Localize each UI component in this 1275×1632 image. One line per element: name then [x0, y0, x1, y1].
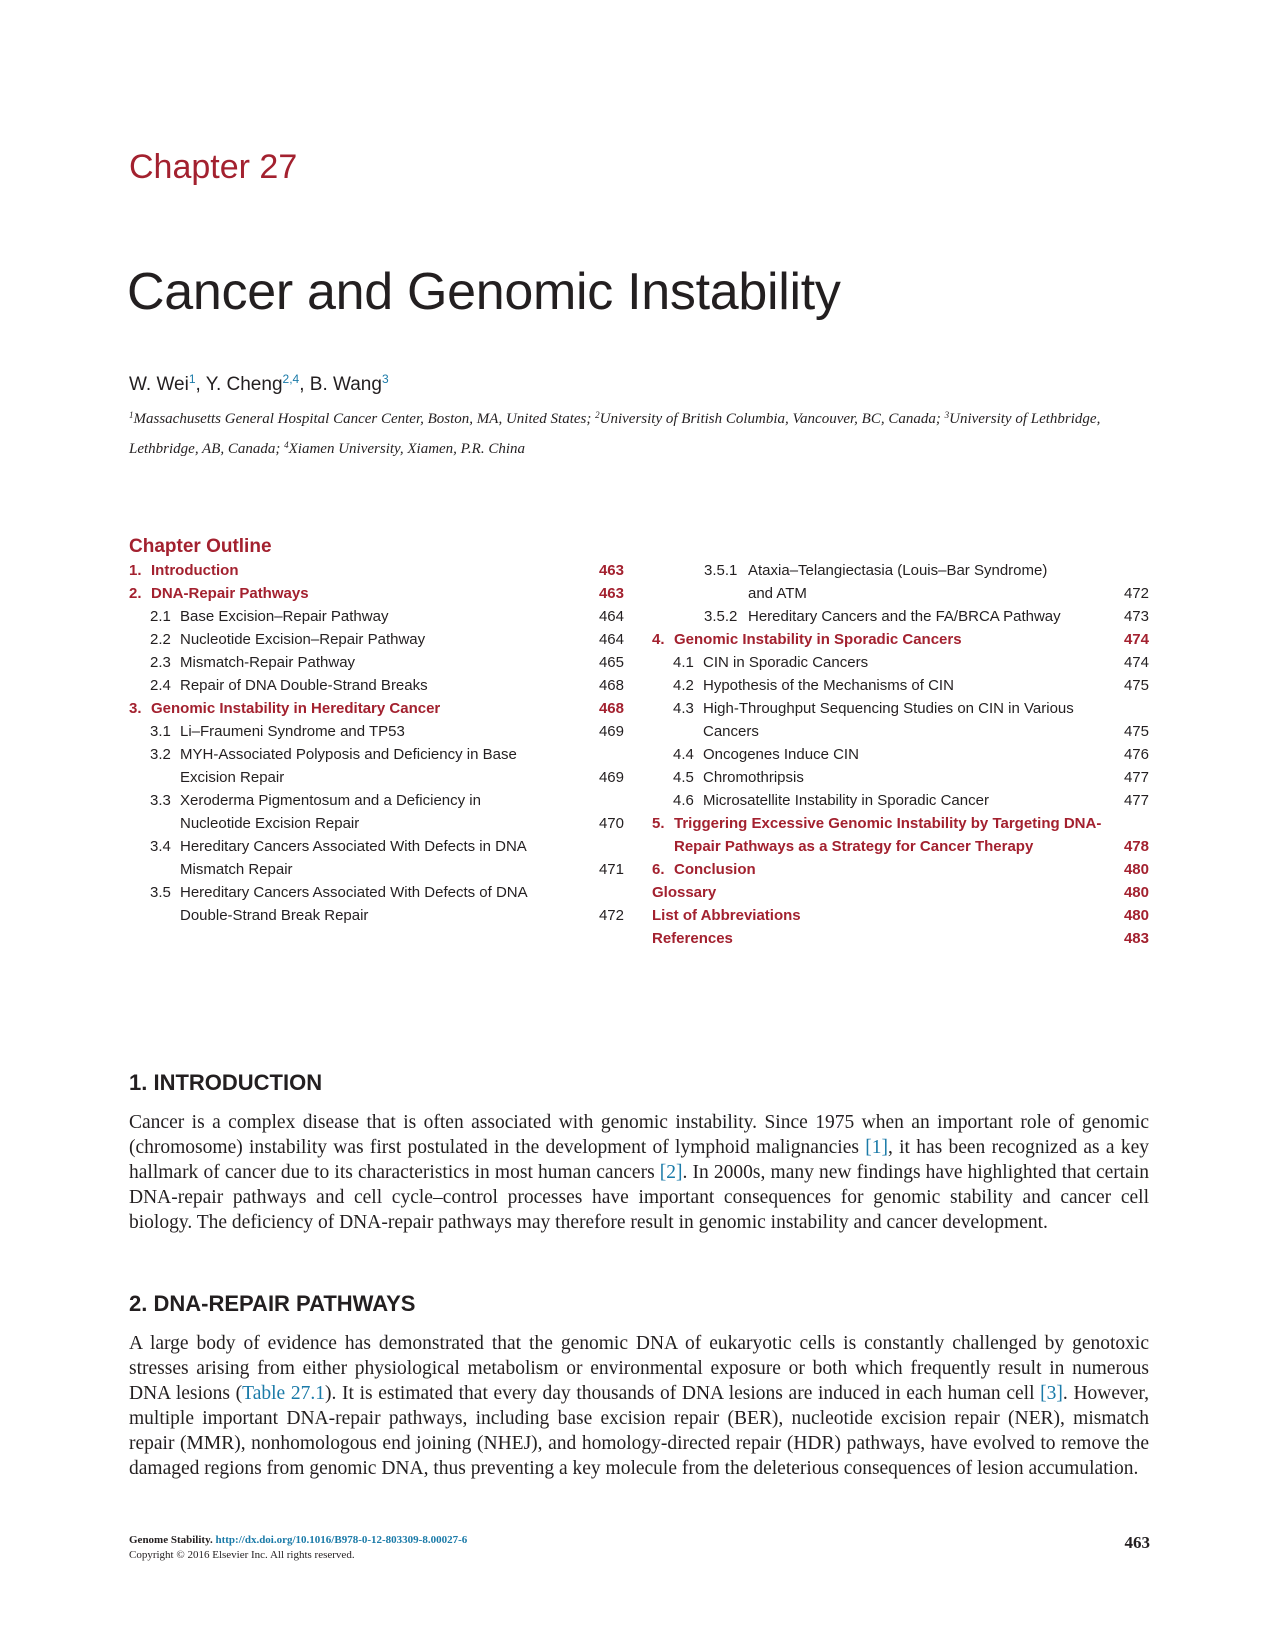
- toc-entry-number: 3.5: [150, 884, 171, 901]
- toc-entry-number: 3.1: [150, 723, 171, 740]
- toc-entry-number: 2.4: [150, 677, 171, 694]
- toc-entry[interactable]: [129, 605, 624, 628]
- toc-entry-page: 468: [598, 677, 624, 694]
- author-affil-sup[interactable]: 3: [381, 372, 389, 386]
- toc-entry-page: 464: [598, 608, 624, 625]
- toc-entry-number: 4.3: [673, 700, 694, 717]
- toc-entry-label: Hereditary Cancers Associated With Defects in DNA: [180, 838, 527, 855]
- author-affil-sup[interactable]: 2,4: [282, 372, 300, 386]
- paragraph-text: A large body of evidence has demonstrated that the genomic DNA of eukaryotic cells is constantly challenged by genotoxic stresses arising from either physiological metabolism or environmental exposure or both which frequently result in numerous DNA lesions (: [129, 1333, 1149, 1404]
- toc-entry[interactable]: [129, 559, 624, 582]
- chapter-outline-title: Chapter Outline: [129, 536, 272, 557]
- toc-entry-label: Oncogenes Induce CIN: [703, 746, 859, 763]
- toc-entry-label: Chromothripsis: [703, 769, 804, 786]
- toc-entry[interactable]: [652, 697, 1149, 720]
- paragraph-text: . However, multiple important DNA-repair pathways, including base excision repair (BER), nucleotide excision repair (NER), mismatch repair (MMR), nonhomologous end joining (NHEJ), and homology-directed repair (HDR) pathways, have evolved to remove the damaged regions from genomic DNA, thus preventing a key molecule from the deleterious consequences of lesion accumulation.: [129, 1383, 1150, 1479]
- affiliation: Massachusetts General Hospital Cancer Center, Boston, MA, United States;: [133, 411, 596, 427]
- author-name: B. Wang: [309, 374, 382, 395]
- introduction-paragraph: [129, 1110, 1149, 1235]
- toc-entry-page: 469: [598, 723, 624, 740]
- toc-entry-label-cont: Nucleotide Excision Repair: [180, 815, 360, 832]
- toc-entry-number: 3.2: [150, 746, 171, 763]
- toc-entry[interactable]: [129, 720, 624, 743]
- toc-entry[interactable]: [129, 743, 624, 766]
- toc-entry-label: High-Throughput Sequencing Studies on CIN in Various: [703, 700, 1074, 717]
- toc-entry-page: 480: [1123, 861, 1149, 878]
- toc-entry-page: 476: [1123, 746, 1149, 763]
- toc-entry-label: Mismatch-Repair Pathway: [180, 654, 356, 671]
- toc-entry[interactable]: [652, 904, 1149, 927]
- toc-entry[interactable]: [129, 789, 624, 812]
- footer-book-title: Genome Stability.: [129, 1534, 213, 1546]
- affiliation: University of British Columbia, Vancouver, BC, Canada;: [599, 411, 945, 427]
- affil-sup: 4: [284, 440, 289, 450]
- toc-entry-number: 4.6: [673, 792, 694, 809]
- toc-entry-continuation[interactable]: [129, 858, 624, 881]
- paragraph-text: , it has been recognized as a key hallmark of cancer due to its characteristics in most human cancers: [129, 1137, 1149, 1183]
- toc-entry-number: 2.: [129, 585, 142, 602]
- toc-entry-number: 1.: [129, 562, 142, 579]
- author-name: Y. Cheng: [205, 374, 283, 395]
- toc-entry[interactable]: [129, 835, 624, 858]
- author-name: W. Wei: [129, 374, 189, 395]
- toc-entry-label: List of Abbreviations: [652, 907, 801, 924]
- toc-entry-continuation[interactable]: [129, 812, 624, 835]
- toc-entry[interactable]: [129, 582, 624, 605]
- toc-entry-number: 4.2: [673, 677, 694, 694]
- toc-entry[interactable]: [129, 881, 624, 904]
- toc-entry-number: 3.: [129, 700, 142, 717]
- toc-entry[interactable]: [129, 628, 624, 651]
- footer-citation: [129, 1533, 467, 1563]
- toc-entry[interactable]: [652, 674, 1149, 697]
- toc-entry-label: MYH-Associated Polyposis and Deficiency in Base: [180, 746, 517, 763]
- toc-entry-label: Triggering Excessive Genomic Instability by Targeting DNA-: [674, 815, 1102, 832]
- toc-entry-page: 480: [1123, 907, 1149, 924]
- toc-entry[interactable]: [652, 812, 1149, 835]
- toc-entry-label: Hereditary Cancers Associated With Defects of DNA: [180, 884, 528, 901]
- toc-entry[interactable]: [652, 881, 1149, 904]
- toc-entry-page: 483: [1123, 930, 1149, 947]
- section-heading-introduction: 1. INTRODUCTION: [129, 1070, 323, 1095]
- toc-entry-number: 4.5: [673, 769, 694, 786]
- toc-entry-label: Ataxia–Telangiectasia (Louis–Bar Syndrome): [748, 562, 1048, 579]
- toc-entry-number: 4.1: [673, 654, 694, 671]
- toc-entry-page: 475: [1123, 723, 1149, 740]
- toc-entry[interactable]: [652, 789, 1149, 812]
- affil-sup: 3: [944, 410, 950, 420]
- paragraph-text: . In 2000s, many new findings have highlighted that certain DNA-repair pathways and cell cycle–control processes have important consequences for genomic stability and cancer cell biology. The deficiency of DNA-repair pathways may therefore result in genomic instability and cancer development.: [129, 1162, 1150, 1233]
- author-list: W. Wei$^1$, Y. Cheng$^{2,4}$, B. Wang$^3$: [129, 372, 389, 395]
- toc-entry-number: 4.: [652, 631, 665, 648]
- toc-entry-continuation[interactable]: [129, 904, 624, 927]
- toc-entry-number: 2.1: [150, 608, 171, 625]
- toc-entry-continuation[interactable]: [652, 582, 1149, 605]
- toc-entry-page: 468: [598, 700, 624, 717]
- toc-entry-page: 472: [1123, 585, 1149, 602]
- toc-entry-number: 3.5.2: [704, 608, 738, 625]
- toc-entry-number: 6.: [652, 861, 665, 878]
- chapter-label: Chapter 27: [129, 148, 298, 186]
- toc-entry-number: 2.2: [150, 631, 171, 648]
- affiliations: [129, 402, 1149, 462]
- toc-entry-page: 477: [1123, 792, 1149, 809]
- toc-entry[interactable]: [129, 697, 624, 720]
- toc-entry-page: 465: [598, 654, 624, 671]
- toc-entry[interactable]: [652, 651, 1149, 674]
- toc-entry-label: Li–Fraumeni Syndrome and TP53: [180, 723, 405, 740]
- toc-entry[interactable]: [652, 766, 1149, 789]
- page-number: 463: [1124, 1533, 1150, 1552]
- toc-entry-page: 472: [598, 907, 624, 924]
- toc-entry-label: Introduction: [151, 562, 239, 579]
- toc-entry-label: Conclusion: [674, 861, 756, 878]
- toc-entry-page: 480: [1123, 884, 1149, 901]
- chapter-title: Cancer and Genomic Instability: [127, 263, 841, 321]
- toc-entry-number: 4.4: [673, 746, 694, 763]
- toc-entry-number: 3.5.1: [704, 562, 738, 579]
- toc-right-column: [652, 559, 1149, 950]
- toc-entry-label-cont: Double-Strand Break Repair: [180, 907, 369, 924]
- toc-entry-page: 474: [1123, 654, 1149, 671]
- toc-entry-page: 477: [1123, 769, 1149, 786]
- toc-entry-number: 3.3: [150, 792, 171, 809]
- toc-entry-page: 473: [1123, 608, 1149, 625]
- toc-entry-continuation[interactable]: [652, 720, 1149, 743]
- toc-entry-label-cont: Mismatch Repair: [180, 861, 293, 878]
- toc-entry[interactable]: [652, 858, 1149, 881]
- toc-entry-continuation[interactable]: [652, 835, 1149, 858]
- toc-entry[interactable]: [652, 927, 1149, 950]
- toc-entry[interactable]: [129, 651, 624, 674]
- dna-repair-paragraph: [129, 1331, 1149, 1481]
- toc-entry-page: 475: [1123, 677, 1149, 694]
- affil-sup: 1: [129, 410, 134, 420]
- toc-entry-label: Glossary: [652, 884, 717, 901]
- paragraph-text: ). It is estimated that every day thousands of DNA lesions are induced in each human cell: [324, 1383, 1041, 1404]
- toc-entry-page: 478: [1123, 838, 1149, 855]
- citation-link[interactable]: [3]: [1040, 1383, 1063, 1404]
- toc-entry-page: 463: [598, 562, 624, 579]
- toc-entry-label: Base Excision–Repair Pathway: [180, 608, 389, 625]
- toc-entry-page: 469: [598, 769, 624, 786]
- toc-entry-number: 5.: [652, 815, 665, 832]
- citation-link[interactable]: [2]: [659, 1162, 683, 1183]
- toc-entry-page: 464: [598, 631, 624, 648]
- toc-entry-label-cont: Cancers: [703, 723, 759, 740]
- footer-doi-link[interactable]: http://dx.doi.org/10.1016/B978-0-12-803309-8.00027-6: [215, 1534, 468, 1546]
- toc-entry-page: 470: [598, 815, 624, 832]
- toc-entry-label-cont: Excision Repair: [180, 769, 285, 786]
- footer-copyright: Copyright © 2016 Elsevier Inc. All rights reserved.: [129, 1549, 355, 1561]
- toc-entry[interactable]: [129, 674, 624, 697]
- toc-entry-label: Nucleotide Excision–Repair Pathway: [180, 631, 426, 648]
- toc-entry[interactable]: [652, 605, 1149, 628]
- toc-left-column: [129, 559, 624, 927]
- paragraph-text: Cancer is a complex disease that is often associated with genomic instability. Since 1975 when an important role of genomic (chromosome) instability was first postulated in the development of lymphoid malignancies: [129, 1112, 1149, 1158]
- toc-entry-label: Microsatellite Instability in Sporadic Cancer: [703, 792, 989, 809]
- toc-entry-number: 2.3: [150, 654, 171, 671]
- toc-entry-label: CIN in Sporadic Cancers: [703, 654, 869, 671]
- toc-entry[interactable]: [652, 559, 1149, 582]
- affil-sup: 2: [595, 410, 600, 420]
- affiliation: University of Lethbridge, Lethbridge, AB, Canada;: [129, 411, 1101, 457]
- toc-entry-continuation[interactable]: [129, 766, 624, 789]
- toc-entry-label: Genomic Instability in Sporadic Cancers: [674, 631, 962, 648]
- toc-entry-label: Genomic Instability in Hereditary Cancer: [151, 700, 441, 717]
- section-heading-dna-repair: 2. DNA-REPAIR PATHWAYS: [129, 1291, 416, 1316]
- toc-entry-number: 3.4: [150, 838, 171, 855]
- toc-entry-label-cont: and ATM: [748, 585, 807, 602]
- toc-entry-label: Xeroderma Pigmentosum and a Deficiency in: [180, 792, 481, 809]
- citation-link[interactable]: Table 27.1: [242, 1383, 325, 1404]
- toc-entry-label: Hereditary Cancers and the FA/BRCA Pathway: [748, 608, 1061, 625]
- toc-entry-label-cont: Repair Pathways as a Strategy for Cancer Therapy: [674, 838, 1034, 855]
- toc-entry[interactable]: [652, 628, 1149, 651]
- toc-entry-label: References: [652, 930, 733, 947]
- citation-link[interactable]: [1]: [865, 1137, 888, 1158]
- author-affil-sup[interactable]: 1: [188, 372, 196, 386]
- affiliation: Xiamen University, Xiamen, P.R. China: [288, 441, 526, 457]
- toc-entry-page: 471: [598, 861, 624, 878]
- toc-entry-label: Hypothesis of the Mechanisms of CIN: [703, 677, 954, 694]
- toc-entry[interactable]: [652, 743, 1149, 766]
- toc-entry-label: Repair of DNA Double-Strand Breaks: [180, 677, 428, 694]
- toc-entry-page: 463: [598, 585, 624, 602]
- toc-entry-page: 474: [1123, 631, 1149, 648]
- toc-entry-label: DNA-Repair Pathways: [151, 585, 309, 602]
